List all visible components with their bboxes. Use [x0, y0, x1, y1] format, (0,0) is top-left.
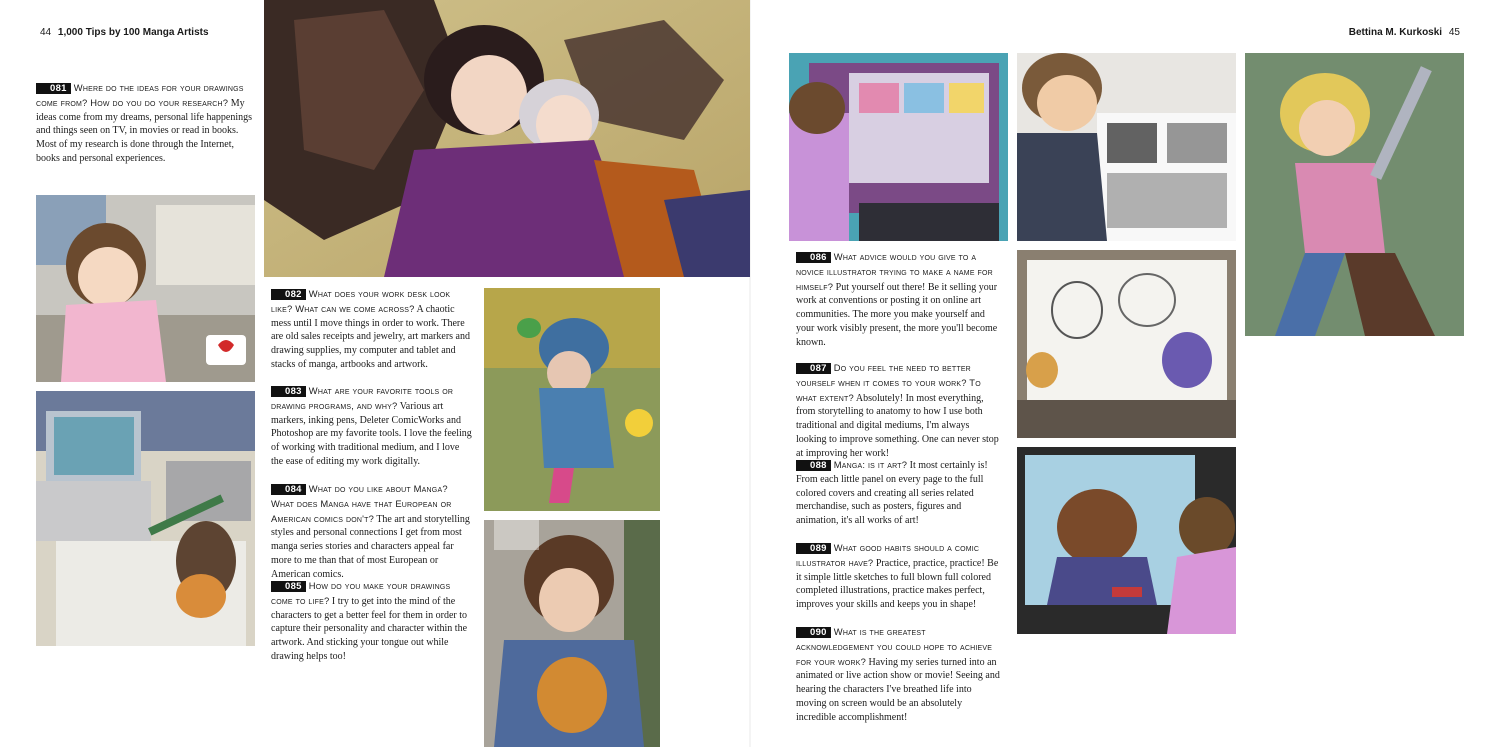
question-number-tag: 085	[271, 581, 306, 592]
left-page-number: 44	[40, 27, 52, 38]
answer-text: Put yourself out there! Be it selling your work at conventions or posting it on online art communities. The more you make yourself and your work visibly present, the more you'll become known.	[796, 281, 998, 348]
question-number-tag: 081	[36, 83, 71, 94]
right-page-header	[1349, 27, 1464, 38]
question-number-tag: 089	[796, 543, 831, 554]
answer-text: Having my series turned into an animated or live action show or movie! Seeing and hearing the characters I've breathed life into moving on screen would be an absolutely incredible accomplishment!	[796, 656, 1000, 723]
question-text: How do you make your drawings come to life?	[271, 580, 451, 606]
question-text: What is the greatest acknowledgement you could hope to achieve for your work?	[796, 626, 993, 667]
winged-characters-illustration	[264, 0, 750, 277]
qa-085	[271, 579, 473, 664]
qa-081	[36, 81, 256, 166]
qa-086	[796, 250, 1002, 350]
qa-090	[796, 625, 1002, 725]
qa-088	[796, 458, 1002, 528]
right-page-number: 45	[1448, 27, 1460, 38]
question-text: What are your favorite tools or drawing programs, and why?	[271, 385, 454, 411]
answer-text: The art and storytelling styles and personal connections I get from most manga series stories and characters appeal far more to me than that of most European or American comics.	[271, 513, 470, 580]
qa-089	[796, 541, 1002, 612]
answer-text: It most certainly is! From each little panel on every page to the full colored covers and creating all series related merchandise, such as posters, figures and animation, it's all works of art!	[796, 460, 988, 527]
question-number-tag: 087	[796, 363, 831, 374]
laptop-and-markers-illustration	[36, 391, 255, 646]
answer-text: Absolutely! In most everything, from storytelling to anatomy to how I use both traditional and digital mediums, I'm always looking to improve something. One can never stop at improving her work!	[796, 392, 999, 459]
question-text: Manga: is it art?	[833, 459, 908, 470]
left-page-header	[36, 27, 209, 38]
question-number-tag: 083	[271, 386, 306, 397]
answer-text: My ideas come from my dreams, personal life happenings and things seen on TV, in movies or read in books. Most of my research is done through the Internet, books and personal experiences.	[36, 97, 253, 164]
sketches-on-desk-illustration	[1017, 250, 1236, 438]
qa-084	[271, 482, 473, 582]
book-title: 1,000 Tips by 100 Manga Artists	[57, 27, 209, 38]
answer-text: Various art markers, inking pens, Deleter ComicWorks and Photoshop are my favorite tools. I love the feeling of working with traditional medium, and I love the ease of editing my work digitally.	[271, 400, 472, 467]
blonde-warrior-illustration	[1245, 53, 1464, 336]
answer-text: I try to get into the mind of the characters to get a better feel for them in order to capture their personality and character within the artwork. And sticking your tongue out while drawing helps too!	[271, 595, 468, 662]
qa-082	[271, 287, 473, 372]
elf-girl-illustration	[484, 288, 660, 511]
man-holding-cat-illustration	[484, 520, 660, 747]
question-text: What good habits should a comic illustrator have?	[796, 542, 980, 568]
question-number-tag: 088	[796, 460, 831, 471]
answer-text: A chaotic mess until I move things in order to work. There are old sales receipts and jewelry, art markers and drawing supplies, my computer and tablet and stacks of manga, artbooks and artwork.	[271, 303, 470, 370]
question-text: What do you like about Manga? What does Manga have that European or American comics don't?	[271, 483, 452, 524]
question-number-tag: 090	[796, 627, 831, 638]
question-number-tag: 086	[796, 252, 831, 263]
question-number-tag: 084	[271, 484, 306, 495]
question-text: Where do the ideas for your drawings come from? How do you do your research?	[36, 82, 244, 108]
answer-text: Practice, practice, practice! Be it simple little sketches to full blown full colored completed illustrations, practice makes perfect, improves your skills and keeps you in shape!	[796, 557, 999, 611]
watching-tv-illustration	[1017, 447, 1236, 634]
question-text: What advice would you give to a novice illustrator trying to make a name for himself?	[796, 251, 993, 292]
qa-087	[796, 361, 1002, 461]
question-text: Do you feel the need to better yourself when it comes to your work? To what extent?	[796, 362, 981, 403]
question-number-tag: 082	[271, 289, 306, 300]
chibi-at-computer-illustration	[789, 53, 1008, 241]
artist-name: Bettina M. Kurkoski	[1348, 27, 1443, 38]
question-text: What does your work desk look like? What can we come across?	[271, 288, 451, 314]
chibi-artist-at-desk-illustration	[36, 195, 255, 382]
qa-083	[271, 384, 473, 469]
boy-drawing-manga-illustration	[1017, 53, 1236, 241]
